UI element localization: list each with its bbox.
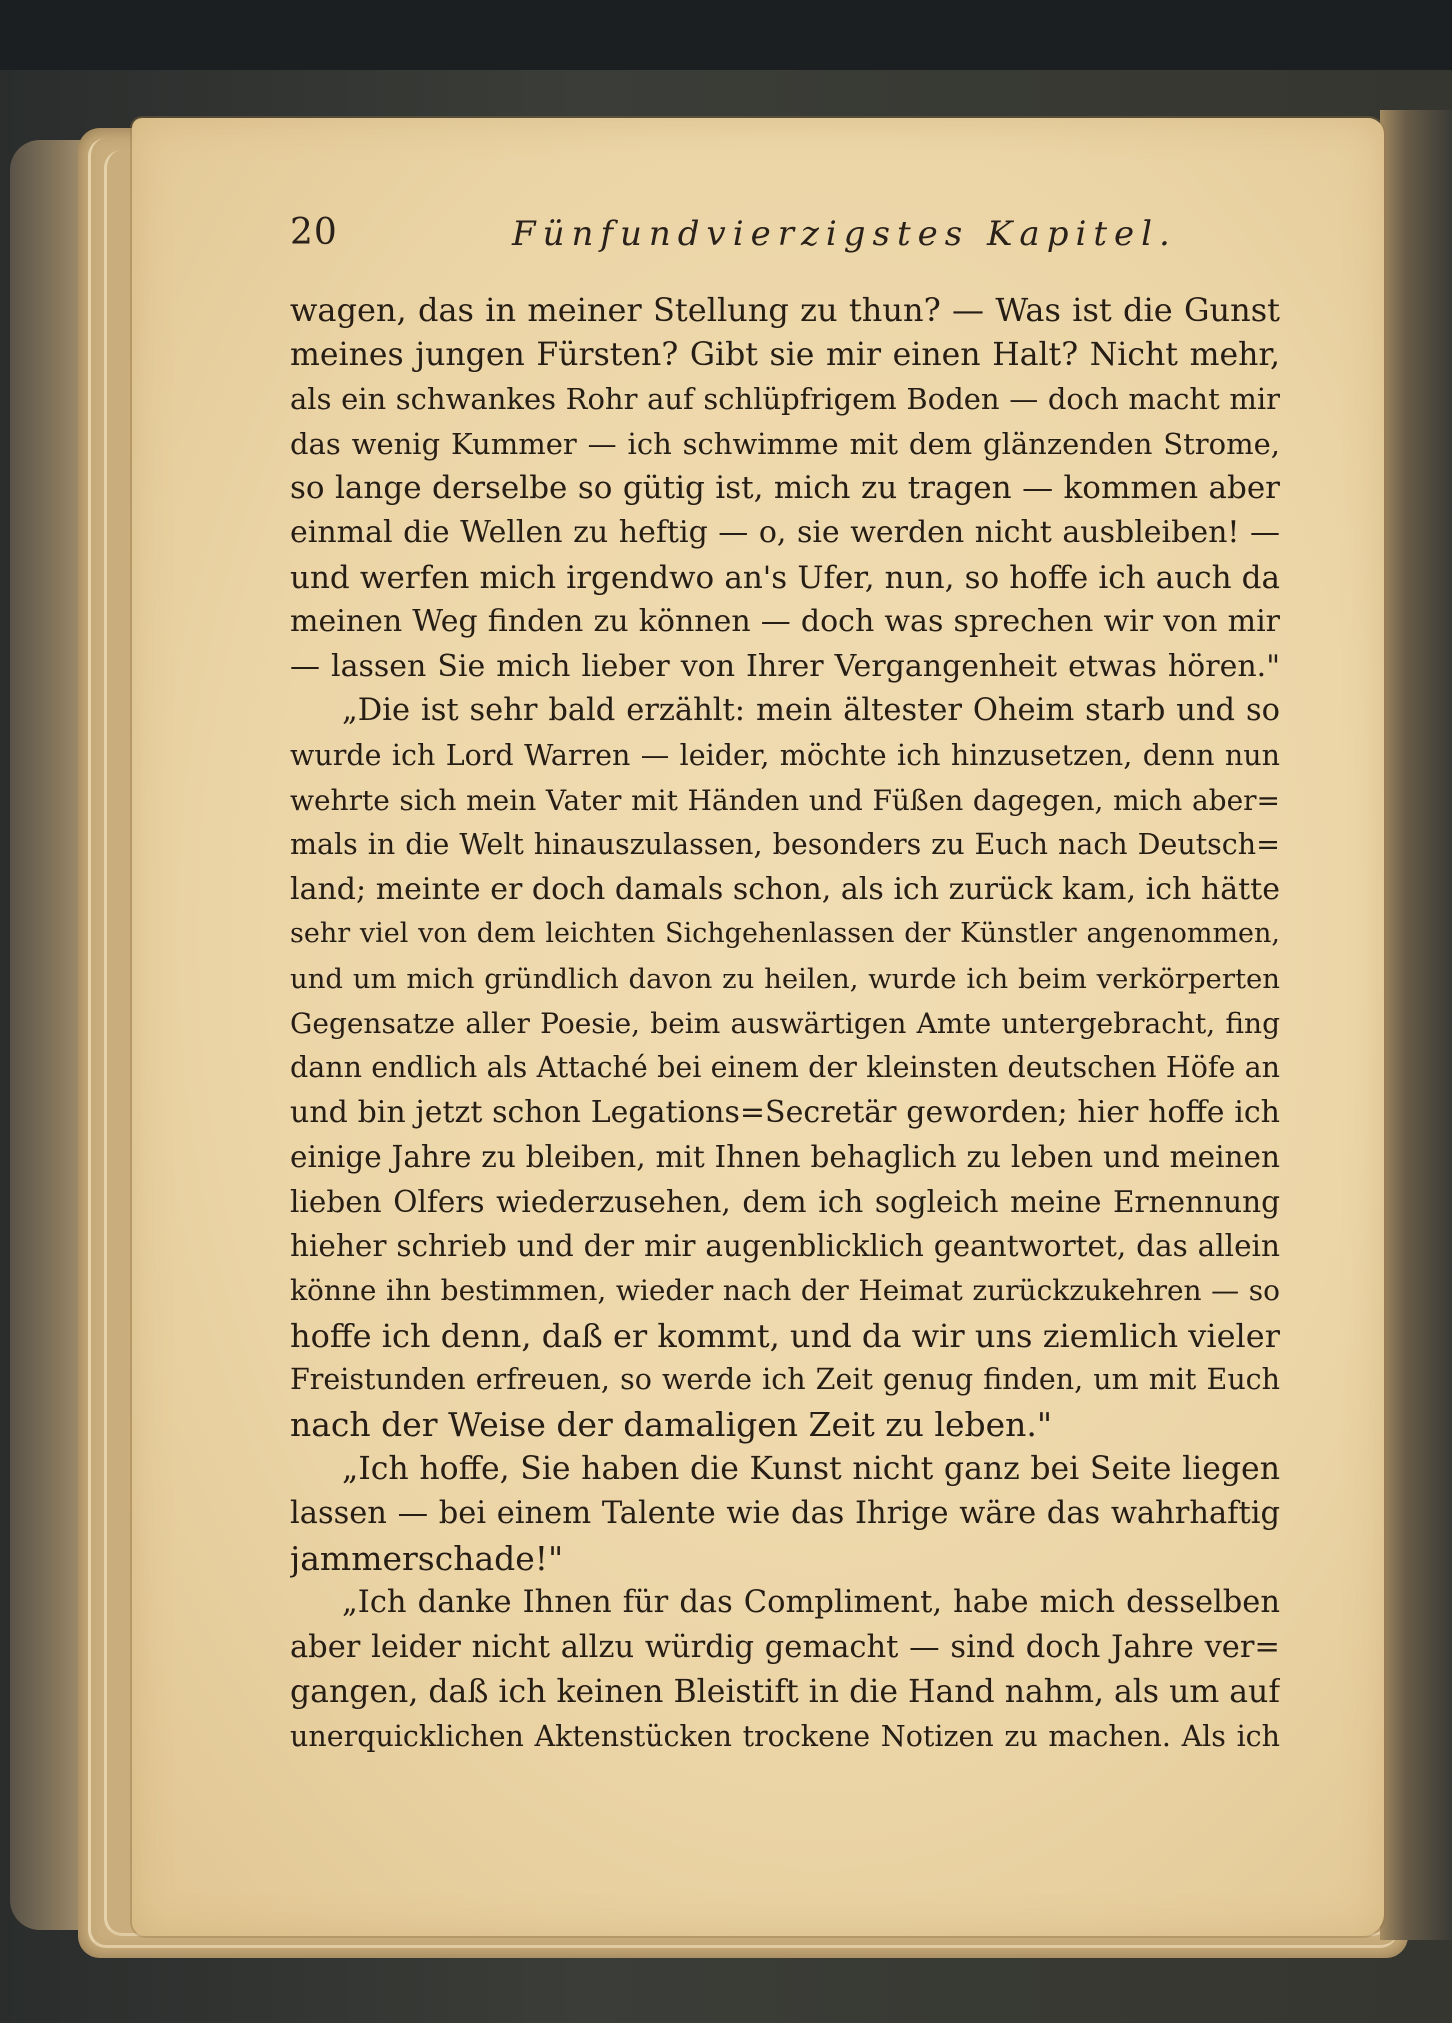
text-line: und um mich gründlich davon zu heilen, wurde ich beim verkörperten <box>290 962 1280 995</box>
text-line: Freistunden erfreuen, so werde ich Zeit genug finden, um mit Euch <box>290 1363 1280 1397</box>
page-header <box>290 212 1280 272</box>
body-text <box>290 288 1280 1760</box>
text-line: so lange derselbe so gütig ist, mich zu tragen — kommen aber <box>290 470 1280 507</box>
text-line: lassen — bei einem Talente wie das Ihrige wäre das wahrhaftig <box>290 1496 1280 1532</box>
text-line: aber leider nicht allzu würdig gemacht — sind doch Jahre ver= <box>290 1629 1280 1665</box>
text-line: einmal die Wellen zu heftig — o, sie werden nicht ausbleiben! — <box>290 514 1280 550</box>
text-line: wagen, das in meiner Stellung zu thun? — Was ist die Gunst <box>290 291 1280 329</box>
text-line: mals in die Welt hinauszulassen, besonders zu Euch nach Deutsch= <box>290 828 1280 862</box>
text-line: sehr viel von dem leichten Sichgehenlassen der Künstler angenommen, <box>290 918 1280 950</box>
book-binding-right <box>1380 110 1452 1940</box>
text-line: „Ich hoffe, Sie haben die Kunst nicht ganz bei Seite liegen <box>342 1451 1280 1488</box>
running-head: Fünfundvierzigstes Kapitel. <box>512 214 1177 254</box>
text-line: hoffe ich denn, daß er kommt, und da wir uns ziemlich vieler <box>290 1316 1280 1355</box>
text-line: dann endlich als Attaché bei einem der kleinsten deutschen Höfe an <box>290 1051 1280 1085</box>
page-number: 20 <box>290 212 338 253</box>
text-line: nach der Weise der damaligen Zeit zu leben." <box>290 1404 1053 1444</box>
text-line: als ein schwankes Rohr auf schlüpfrigem Boden — doch macht mir <box>290 382 1280 417</box>
text-line: wurde ich Lord Warren — leider, möchte ich hinzusetzen, denn nun <box>290 738 1280 772</box>
text-line: „Ich danke Ihnen für das Compliment, habe mich desselben <box>342 1585 1280 1621</box>
text-line: und werfen mich irgendwo an's Ufer, nun, so hoffe ich auch da <box>290 559 1280 596</box>
text-line: lieben Olfers wiederzusehen, dem ich sogleich meine Ernennung <box>290 1184 1280 1219</box>
text-line: — lassen Sie mich lieber von Ihrer Vergangenheit etwas hören." <box>290 648 1280 684</box>
text-line: jammerschade!" <box>290 1538 564 1578</box>
text-line: Gegensatze aller Poesie, beim auswärtigen Amte untergebracht, fing <box>290 1006 1280 1040</box>
text-line: einige Jahre zu bleiben, mit Ihnen behaglich zu leben und meinen <box>290 1140 1280 1175</box>
text-line: könne ihn bestimmen, wieder nach der Heimat zurückzukehren — so <box>290 1274 1280 1308</box>
text-line: das wenig Kummer — ich schwimme mit dem glänzenden Strome, <box>290 426 1280 461</box>
text-line: land; meinte er doch damals schon, als ich zurück kam, ich hätte <box>290 871 1280 907</box>
text-line: unerquicklichen Aktenstücken trockene Notizen zu machen. Als ich <box>290 1720 1280 1753</box>
text-line: und bin jetzt schon Legations=Secretär geworden; hier hoffe ich <box>290 1094 1280 1130</box>
text-line: meinen Weg finden zu können — doch was sprechen wir von mir <box>290 604 1280 640</box>
text-line: meines jungen Fürsten? Gibt sie mir einen Halt? Nicht mehr, <box>290 336 1280 373</box>
text-line: „Die ist sehr bald erzählt: mein ältester Oheim starb und so <box>342 693 1280 729</box>
text-line: wehrte sich mein Vater mit Händen und Füßen dagegen, mich aber= <box>290 783 1280 817</box>
text-line: hieher schrieb und der mir augenblicklich geantwortet, das allein <box>290 1229 1280 1264</box>
text-line: gangen, daß ich keinen Bleistift in die Hand nahm, als um auf <box>290 1674 1280 1711</box>
